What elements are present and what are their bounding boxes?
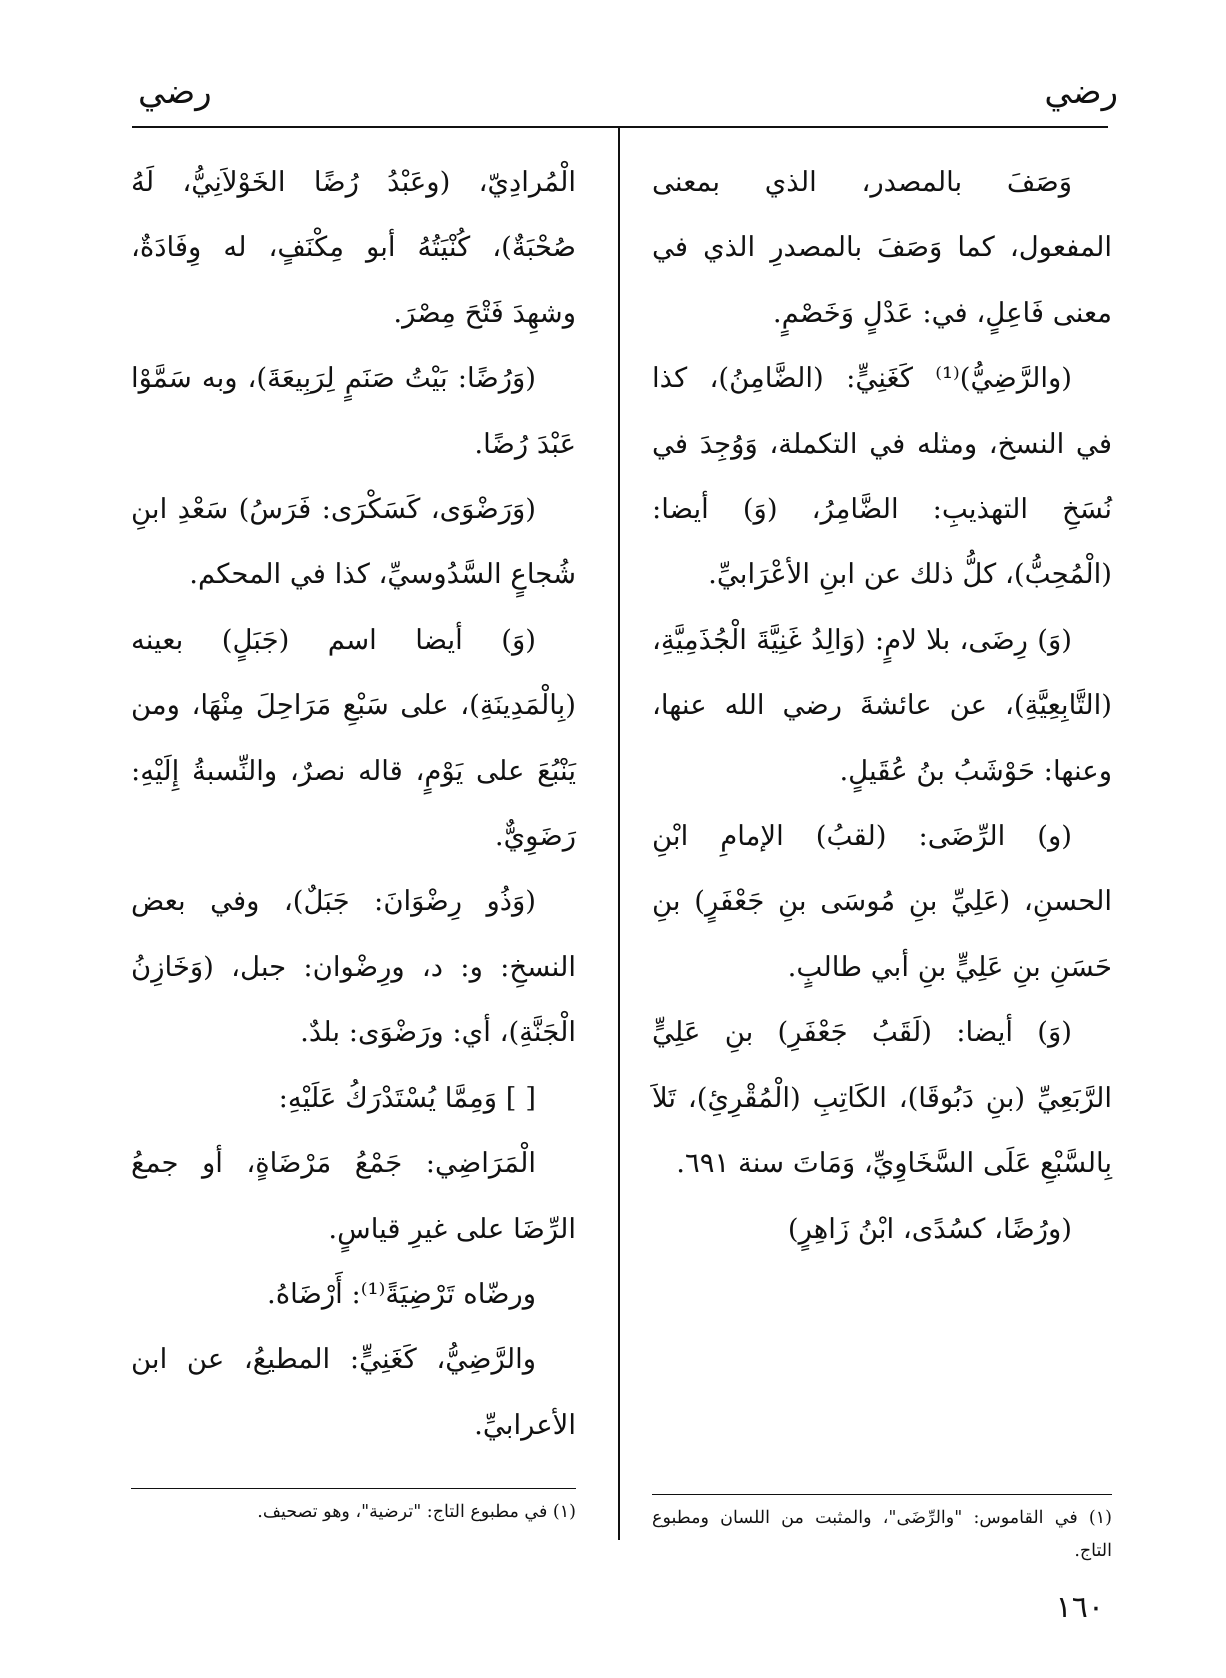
paragraph: (وَ) أيضا اسم (جَبَلٍ) بعينه (بِالْمَدِينَةِ)، على سَبْعِ مَرَاحِلَ مِنْهَا، ومن يَنْبُعَ على يَوْمٍ، قاله نصرٌ، والنِّسبةُ إِلَيْهِ: رَضَوِيٌّ. <box>131 623 576 853</box>
footnote-rule-right <box>652 1494 1112 1495</box>
paragraph: والرَّضِيُّ، كَغَنِيٍّ: المطيعُ، عن ابن الأعرابيِّ. <box>131 1343 576 1441</box>
right-column <box>652 150 1112 1262</box>
paragraph: (والرَّضِيُّ)⁽¹⁾ كَغَنِيٍّ: (الضَّامِنُ)، كذا في النسخ، ومثله في التكملة، وَوُجِدَ في نُسَخِ التهذيبِ: الضَّامِرُ، (وَ) أيضا: (الْمُحِبُّ)، كلُّ ذلك عن ابنِ الأعْرَابيِّ. <box>652 362 1112 591</box>
subheading: [ ] وَمِمَّا يُسْتَدْرَكُ عَلَيْهِ: <box>278 1081 536 1114</box>
paragraph: (وَرَضْوَى، كَسَكْرَى: فَرَسُ) سَعْدِ ابنِ شُجاعٍ السَّدُوسيِّ، كذا في المحكم. <box>131 493 576 591</box>
header-rule <box>132 126 1108 128</box>
footnote-left: (١) في مطبوع التاج: "ترضية"، وهو تصحيف. <box>257 1502 576 1522</box>
footnote-rule-left <box>131 1488 576 1489</box>
paragraph: وَصَفَ بالمصدر، الذي بمعنى المفعول، كما وَصَفَ بالمصدرِ الذي في معنى فَاعِلٍ، في: عَدْلٍ وَخَصْمٍ. <box>652 166 1112 329</box>
footnote-right: (١) في القاموس: "والرِّضَى"، والمثبت من اللسان ومطبوع التاج. <box>652 1508 1112 1561</box>
paragraph: (وَ) رِضَى، بلا لامٍ: (وَالِدُ غَنِيَّةَ الْجُذَمِيَّةِ، (التَّابِعِيَّةِ)، عن عائشةَ رضي الله عنها، وعنها: حَوْشَبُ بنُ عُقَيلٍ. <box>652 623 1112 787</box>
paragraph: الْمَرَاضِي: جَمْعُ مَرْضَاةٍ، أو جمعُ الرِّضَا على غيرِ قياسٍ. <box>131 1147 576 1245</box>
page-number: ١٦٠ <box>1055 1590 1104 1625</box>
paragraph: (وَ) أيضا: (لَقَبُ جَعْفَرِ) بنِ عَلِيٍّ الرَّبَعِيِّ (بنِ دَبُوقَا)، الكَاتِبِ (الْمُقْرِئِ)، تَلاَ بِالسَّبْعِ عَلَى السَّخَاوِيِّ، وَمَاتَ سنة ٦٩١. <box>652 1016 1112 1180</box>
paragraph: (ورُضًا، كسُدًى، ابْنُ زَاهِرٍ) <box>787 1212 1072 1245</box>
paragraph: ورضّاه تَرْضِيَةً⁽¹⁾: أَرْضَاهُ. <box>266 1277 536 1310</box>
paragraph: الْمُرادِيّ، (وعَبْدُ رُضًا الخَوْلاَنِيُّ، لَهُ صُحْبَةٌ)، كُنْيَتُهُ أبو مِكْنَفٍ، له وِفَادَةٌ، وشهِدَ فَتْحَ مِصْرَ. <box>131 166 576 329</box>
left-column <box>131 150 576 1458</box>
paragraph: (وَرُضًا: بَيْتُ صَنَمٍ لِرَبِيعَةَ)، وبه سَمَّوْا عَبْدَ رُضًا. <box>131 362 576 460</box>
paragraph: (و) الرِّضَى: (لقبُ) الإمامِ ابْنِ الحسنِ، (عَلِيِّ بنِ مُوسَى بنِ جَعْفَرٍ) بنِ حَسَنِ بنِ عَلِيٍّ بنِ أبي طالبٍ. <box>652 820 1112 983</box>
running-header-right: رضي <box>1044 72 1118 112</box>
running-header-left: رضي <box>138 72 212 112</box>
column-divider <box>618 128 620 1540</box>
paragraph: (وَذُو رِضْوَانَ: جَبَلٌ)، وفي بعض النسخِ: و: د، ورِضْوان: جبل، (وَخَازِنُ الْجَنَّةِ)، أي: ورَضْوَى: بلدٌ. <box>131 885 576 1049</box>
